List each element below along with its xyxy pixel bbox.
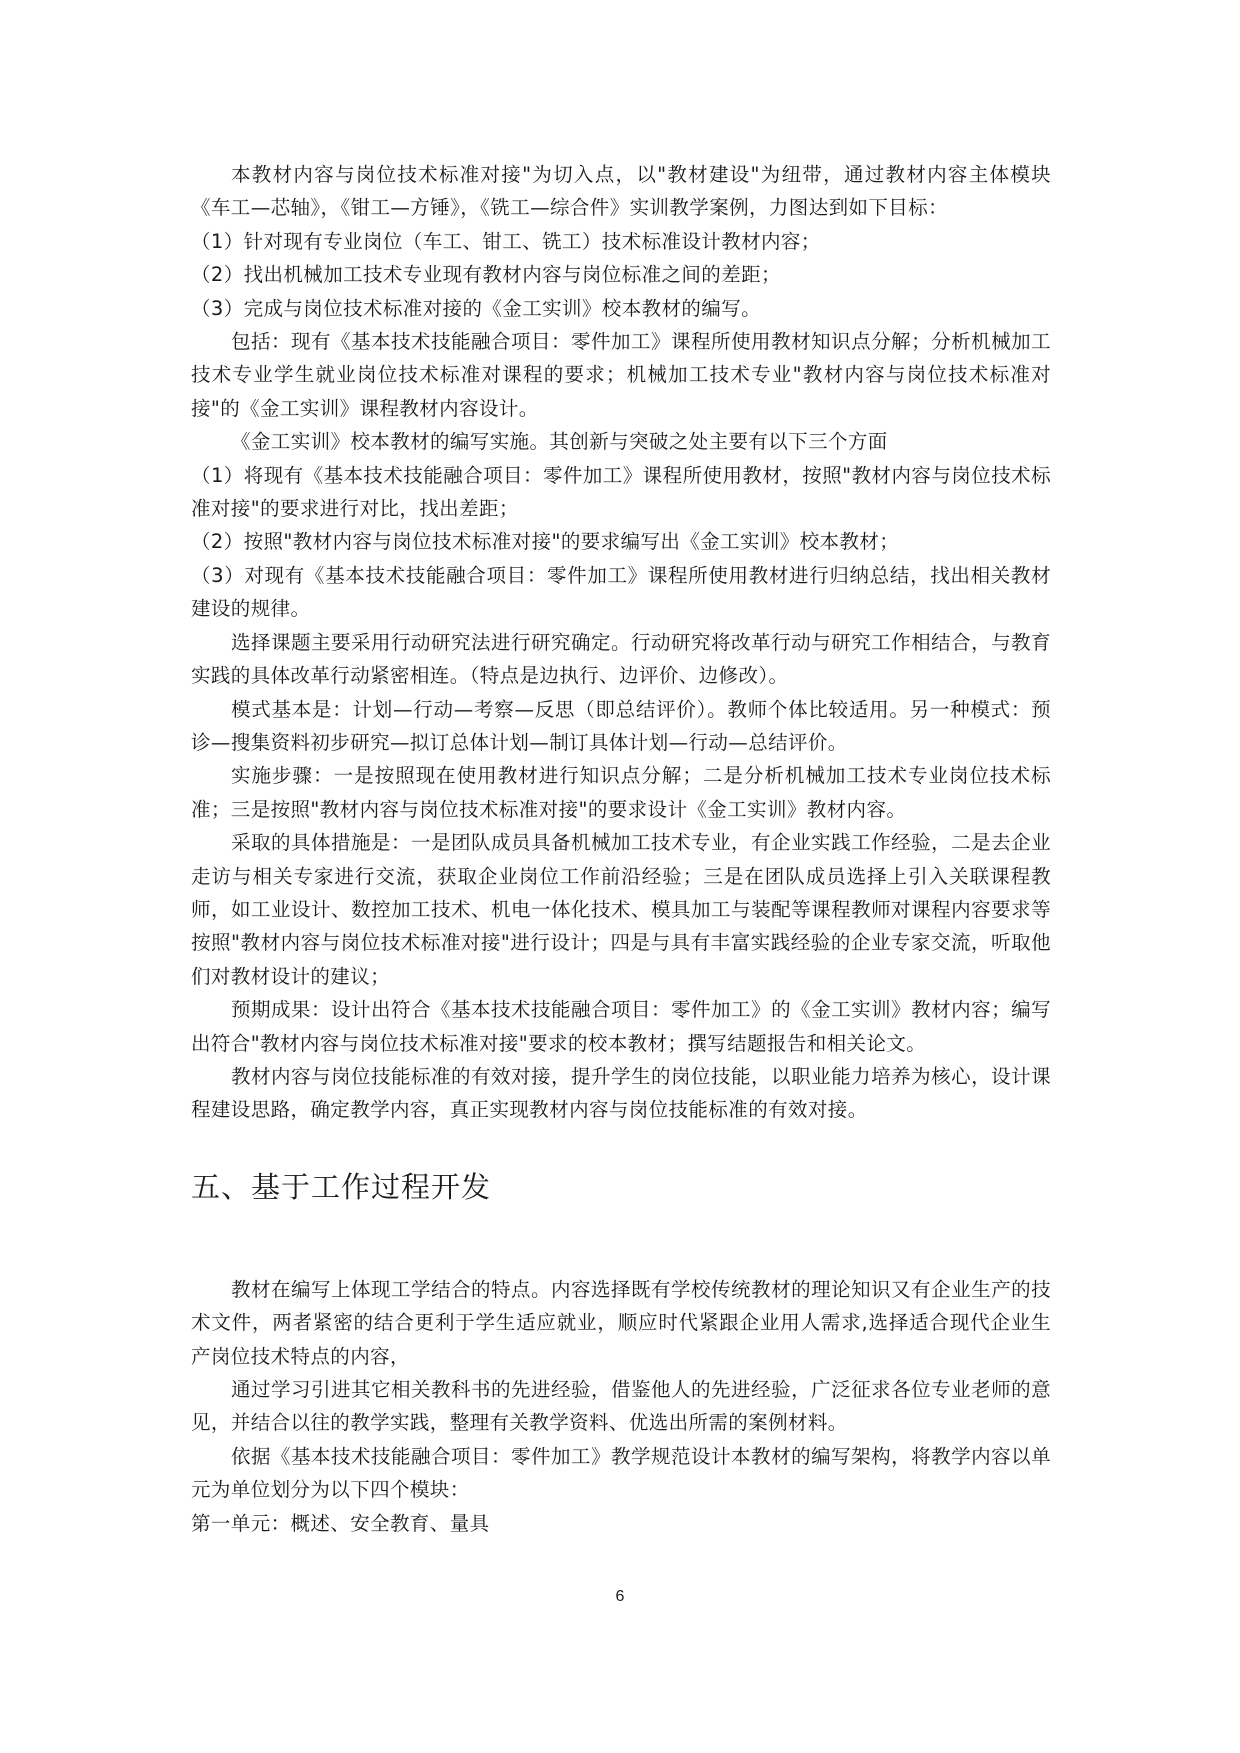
list-item-goal-1: （1）针对现有专业岗位（车工、钳工、铣工）技术标准设计教材内容；	[191, 229, 821, 253]
paragraph-work-study: 教材在编写上体现工学结合的特点。内容选择既有学校传统教材的理论知识又有企业生产的技术文件，两者紧密的结合更利于学生适应就业，顺应时代紧跟企业用人需求,选择适合现代企业生产岗位技术特点的内容，	[191, 1277, 1051, 1368]
paragraph-intro: 本教材内容与岗位技术标准对接"为切入点，以"教材建设"为纽带，通过教材内容主体模块《车工—芯轴》，《钳工—方锤》，《铣工—综合件》实训教学案例，力图达到如下目标：	[191, 163, 1051, 220]
paragraph-measures: 采取的具体措施是：一是团队成员具备机械加工技术专业，有企业实践工作经验，二是去企业走访与相关专家进行交流，获取企业岗位工作前沿经验；三是在团队成员选择上引入关联课程教师，如工业设计、数控加工技术、机电一体化技术、模具加工与装配等课程教师对课程内容要求等按照"教材内容与岗位技术标准对接"进行设计；四是与具有丰富实践经验的企业专家交流，听取他们对教材设计的建议；	[191, 831, 1051, 988]
paragraph-structure: 依据《基本技术技能融合项目：零件加工》教学规范设计本教材的编写架构，将教学内容以单元为单位划分为以下四个模块：	[191, 1444, 1051, 1502]
paragraph-learning: 通过学习引进其它相关教科书的先进经验，借鉴他人的先进经验，广泛征求各位专业老师的意见，并结合以往的教学实践，整理有关教学资料、优选出所需的案例材料。	[191, 1378, 1051, 1435]
paragraph-mode: 模式基本是：计划—行动—考察—反思（即总结评价）。教师个体比较适用。另一种模式：预诊—搜集资料初步研究—拟订总体计划—制订具体计划—行动—总结评价。	[191, 697, 1051, 754]
paragraph-implementation: 《金工实训》校本教材的编写实施。其创新与突破之处主要有以下三个方面	[231, 430, 888, 454]
paragraph-conclusion: 教材内容与岗位技能标准的有效对接，提升学生的岗位技能，以职业能力培养为核心，设计课程建设思路，确定教学内容，真正实现教材内容与岗位技能标准的有效对接。	[191, 1064, 1051, 1122]
document-page	[191, 158, 1051, 1540]
list-item-innovation-1: （1）将现有《基本技术技能融合项目：零件加工》课程所使用教材，按照"教材内容与岗位技术标准对接"的要求进行对比，找出差距；	[191, 463, 1051, 521]
list-item-goal-2: （2）找出机械加工技术专业现有教材内容与岗位标准之间的差距；	[191, 263, 781, 287]
section-two-body	[191, 1273, 1051, 1540]
paragraph-method: 选择课题主要采用行动研究法进行研究确定。行动研究将改革行动与研究工作相结合，与教育实践的具体改革行动紧密相连。（特点是边执行、边评价、边修改）。	[191, 630, 1051, 688]
paragraph-outcomes: 预期成果：设计出符合《基本技术技能融合项目：零件加工》的《金工实训》教材内容；编写出符合"教材内容与岗位技术标准对接"要求的校本教材；撰写结题报告和相关论文。	[191, 998, 1051, 1055]
section-heading: 五、基于工作过程开发	[191, 1169, 492, 1204]
paragraph-steps: 实施步骤：一是按照现在使用教材进行知识点分解；二是分析机械加工技术专业岗位技术标准；三是按照"教材内容与岗位技术标准对接"的要求设计《金工实训》教材内容。	[191, 764, 1051, 821]
page-number: 6	[615, 1588, 625, 1605]
list-item-goal-3: （3）完成与岗位技术标准对接的《金工实训》校本教材的编写。	[191, 296, 762, 320]
paragraph-includes: 包括：现有《基本技术技能融合项目：零件加工》课程所使用教材知识点分解；分析机械加工技术专业学生就业岗位技术标准对课程的要求；机械加工技术专业"教材内容与岗位技术标准对接"的《金工实训》课程教材内容设计。	[191, 330, 1051, 420]
section-one-body	[191, 158, 1051, 1127]
list-item-innovation-2: （2）按照"教材内容与岗位技术标准对接"的要求编写出《金工实训》校本教材；	[191, 530, 900, 554]
list-item-unit-1: 第一单元：概述、安全教育、量具	[191, 1511, 490, 1535]
list-item-innovation-3: （3）对现有《基本技术技能融合项目：零件加工》课程所使用教材进行归纳总结，找出相关教材建设的规律。	[191, 563, 1051, 621]
